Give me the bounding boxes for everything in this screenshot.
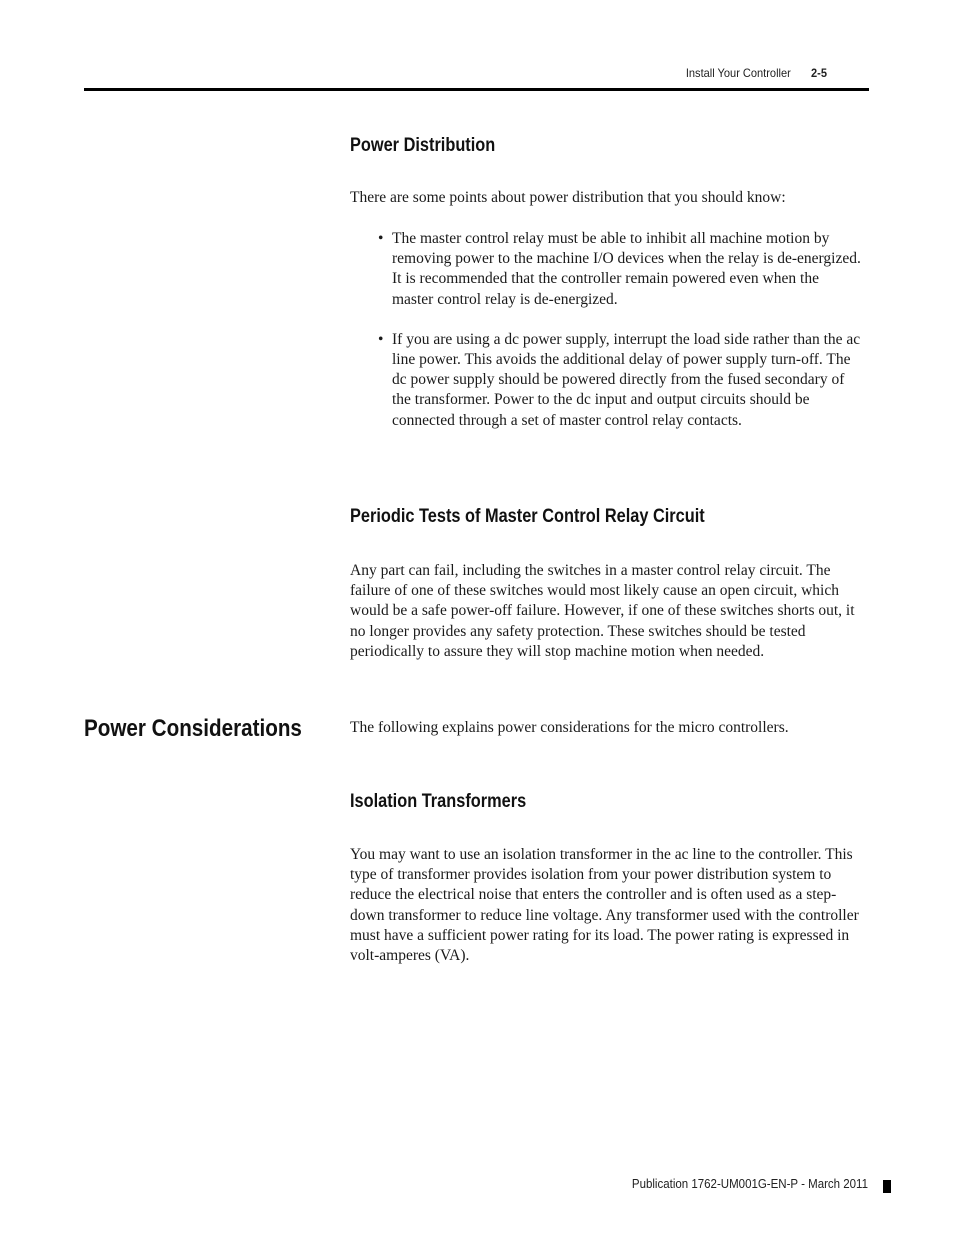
footer-marker — [883, 1180, 891, 1193]
section-heading-isolation-transformers: Isolation Transformers — [350, 791, 527, 812]
section-heading-power-considerations: Power Considerations — [84, 715, 302, 742]
bullet-icon: • — [378, 230, 384, 247]
header-rule — [84, 88, 869, 91]
section-heading-periodic-tests: Periodic Tests of Master Control Relay Circuit — [350, 506, 705, 527]
bullet-text: If you are using a dc power supply, interrupt the load side rather than the ac line power. This avoids the additional delay of power supply turn-off. The dc power supply should be powered directly from the fused secondary of the transformer. Power to the dc input and output circuits should be connected through a set of master control relay contacts. — [392, 330, 861, 429]
chapter-title: Install Your Controller — [685, 66, 791, 80]
power-distribution-intro: There are some points about power distribution that you should know: — [350, 189, 786, 206]
list-item — [378, 330, 863, 431]
bullet-icon: • — [378, 330, 384, 348]
periodic-tests-body: Any part can fail, including the switches in a master control relay circuit. The failure of one of these switches would most likely cause an open circuit, which would be a safe power-off failure. However, if one of these switches shorts out, it no longer provides any safety protection. These switches should be tested periodically to assure they will stop machine motion when needed. — [350, 562, 855, 660]
bullet-text: The master control relay must be able to inhibit all machine motion by removing power to the machine I/O devices when the relay is de-energized. It is recommended that the controller remain powered even when the master control relay is de-energized. — [392, 230, 861, 308]
power-considerations-body: The following explains power considerations for the micro controllers. — [350, 719, 789, 736]
publication-footer: Publication 1762-UM001G-EN-P - March 2011 — [631, 1177, 868, 1191]
page-number: 2-5 — [811, 66, 827, 80]
isolation-transformers-body: You may want to use an isolation transformer in the ac line to the controller. This type of transformer provides isolation from your power distribution system to reduce the electrical noise that enters the controller and is often used as a step-down transformer to reduce line voltage. Any transformer used with the controller must have a sufficient power rating for its load. The power rating is expressed in volt-amperes (VA). — [350, 846, 859, 965]
page-header — [459, 66, 827, 80]
power-distribution-bullet-list — [378, 229, 863, 431]
list-item — [378, 229, 863, 310]
section-heading-power-distribution: Power Distribution — [350, 135, 496, 156]
